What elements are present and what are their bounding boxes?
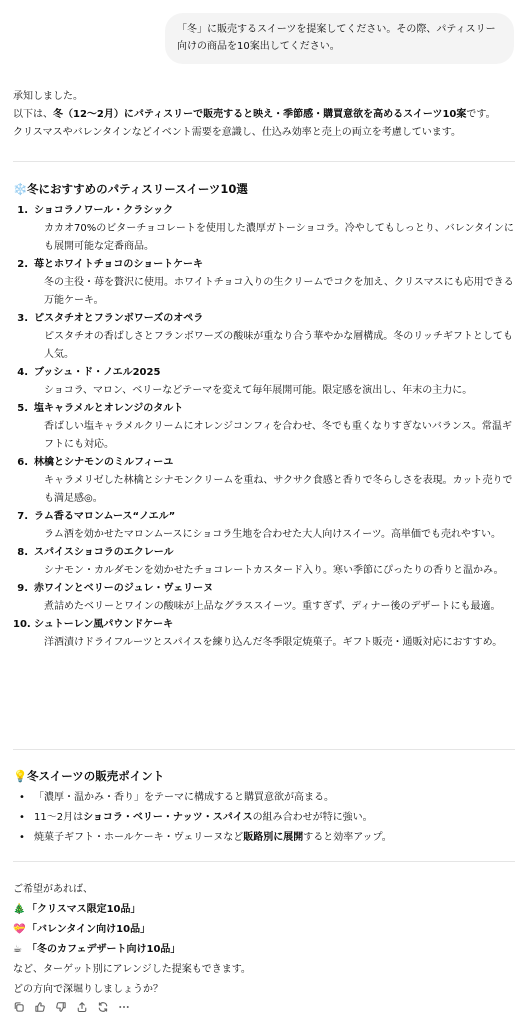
point-text: 「濃厚・温かみ・香り」をテーマに構成すると購買意欲が高まる。 <box>34 792 334 803</box>
list-item <box>13 808 518 828</box>
list-item-number: 8. <box>17 547 28 558</box>
list-item-title: シュトーレン風パウンドケーキ <box>34 619 174 630</box>
closing-option <box>13 940 518 960</box>
regenerate-icon[interactable] <box>96 1000 110 1014</box>
intro-line-2-bold: 冬（12〜2月）にパティスリーで販売すると映え・季節感・購買意欲を高めるスイーツ10案 <box>53 109 467 120</box>
list-item-description: 冬の主役・苺を贅沢に使用。ホワイトチョコ入りの生クリームでコクを加え、クリスマスにも応用できる万能ケーキ。 <box>44 277 514 306</box>
sales-points-list <box>13 788 518 848</box>
point-text: 11〜2月は <box>34 812 84 823</box>
list-item-description: 洋酒漬けドライフルーツとスパイスを練り込んだ冬季限定焼菓子。ギフト販売・通販対応におすすめ。 <box>44 637 503 648</box>
section-heading-text: 冬スイーツの販売ポイント <box>27 769 165 783</box>
list-item <box>13 256 518 310</box>
divider <box>13 749 515 750</box>
closing-option-text: 「クリスマス限定10品」 <box>27 904 141 915</box>
closing-line-3: どの方向で深堀りしましょうか？ <box>13 984 163 995</box>
list-item-description: ラム酒を効かせたマロンムースにショコラ生地を合わせた大人向けスイーツ。高単価でも売れやすい。 <box>44 529 501 540</box>
point-text: すると効率アップ。 <box>303 832 392 843</box>
closing-line-2: など、ターゲット別にアレンジした提案もできます。 <box>13 964 251 975</box>
list-item-number: 3. <box>17 313 28 324</box>
christmas-tree-icon: 🎄 <box>13 904 26 915</box>
lightbulb-icon: 💡 <box>13 769 28 783</box>
intro-line-2-pre: 以下は、 <box>13 109 53 120</box>
list-item <box>13 202 518 256</box>
list-item-description: カカオ70%のビターチョコレートを使用した濃厚ガトーショコラ。冷やしてもしっとり、バレンタインにも展開可能な定番商品。 <box>44 223 514 252</box>
list-item-number: 4. <box>17 367 28 378</box>
thumbs-down-icon[interactable] <box>54 1000 68 1014</box>
list-item-title: 苺とホワイトチョコのショートケーキ <box>34 259 203 270</box>
closing-text <box>13 880 518 1000</box>
list-item-title: ラム香るマロンムース“ノエル” <box>34 511 176 522</box>
list-item <box>13 828 518 848</box>
list-item <box>13 508 518 544</box>
list-item-number: 10. <box>13 619 31 630</box>
point-text: の組み合わせが特に強い。 <box>252 812 373 823</box>
closing-option <box>13 920 518 940</box>
list-item-title: 林檎とシナモンのミルフィーユ <box>34 457 174 468</box>
intro-line-2 <box>13 106 518 124</box>
closing-option-text: 「バレンタイン向け10品」 <box>27 924 151 935</box>
copy-icon[interactable] <box>12 1000 26 1014</box>
share-icon[interactable] <box>75 1000 89 1014</box>
list-item-title: スパイスショコラのエクレール <box>34 547 174 558</box>
list-item-number: 7. <box>17 511 28 522</box>
assistant-intro <box>13 88 518 142</box>
intro-line-1: 承知しました。 <box>13 91 83 102</box>
coffee-icon: ☕ <box>13 944 22 955</box>
closing-option <box>13 900 518 920</box>
thumbs-up-icon[interactable] <box>33 1000 47 1014</box>
list-item-title: 赤ワインとベリーのジュレ・ヴェリーヌ <box>34 583 214 594</box>
closing-option-text: 「冬のカフェデザート向け10品」 <box>27 944 181 955</box>
list-item-number: 6. <box>17 457 28 468</box>
sweets-list <box>13 202 518 652</box>
section-heading-recommendations <box>13 180 248 198</box>
closing-line-1: ご希望があれば、 <box>13 884 93 895</box>
user-message-text: 「冬」に販売するスイーツを提案してください。その際、パティスリー向けの商品を10案出してください。 <box>177 24 496 52</box>
list-item <box>13 788 518 808</box>
snowflake-icon: ❄️ <box>13 182 28 196</box>
list-item-description: ピスタチオの香ばしさとフランボワーズの酸味が重なり合う華やかな層構成。冬のリッチギフトとしても人気。 <box>44 331 513 360</box>
list-item <box>13 454 518 508</box>
list-item-description: キャラメリゼした林檎とシナモンクリームを重ね、サクサク食感と香りで冬らしさを表現。カット売りでも満足感◎。 <box>44 475 513 504</box>
divider <box>13 861 515 862</box>
list-item <box>13 310 518 364</box>
list-item-description: 煮詰めたベリーとワインの酸味が上品なグラススイーツ。重すぎず、ディナー後のデザートにも最適。 <box>44 601 501 612</box>
list-item <box>13 400 518 454</box>
point-bold-text: ショコラ・ベリー・ナッツ・スパイス <box>83 812 253 823</box>
more-icon[interactable] <box>117 1000 131 1014</box>
divider <box>13 161 515 162</box>
list-item-description: ショコラ、マロン、ベリーなどテーマを変えて毎年展開可能。限定感を演出し、年末の主力に。 <box>44 385 473 396</box>
list-item-title: ブッシュ・ド・ノエル2025 <box>34 367 161 378</box>
section-heading-text: 冬におすすめのパティスリースイーツ10選 <box>27 182 248 196</box>
point-text: 焼菓子ギフト・ホールケーキ・ヴェリーヌなど <box>34 832 244 843</box>
list-item-number: 2. <box>17 259 28 270</box>
list-item-number: 5. <box>17 403 28 414</box>
intro-line-3: クリスマスやバレンタインなどイベント需要を意識し、仕込み効率と売上の両立を考慮しています。 <box>13 127 461 138</box>
intro-line-2-post: です。 <box>466 109 496 120</box>
list-item-description: 香ばしい塩キャラメルクリームにオレンジコンフィを合わせ、冬でも重くなりすぎないバランス。常温ギフトにも対応。 <box>44 421 512 450</box>
list-item-title: ピスタチオとフランボワーズのオペラ <box>34 313 204 324</box>
list-item <box>13 616 518 652</box>
list-item-number: 1. <box>17 205 28 216</box>
list-item <box>13 364 518 400</box>
list-item <box>13 544 518 580</box>
list-item-description: シナモン・カルダモンを効かせたチョコレートカスタード入り。寒い季節にぴったりの香りと温かみ。 <box>44 565 504 576</box>
list-item-title: ショコラノワール・クラシック <box>34 205 174 216</box>
user-message-bubble <box>165 13 514 64</box>
point-bold-text: 販路別に展開 <box>243 832 304 843</box>
list-item <box>13 580 518 616</box>
message-actions <box>12 1000 131 1014</box>
list-item-title: 塩キャラメルとオレンジのタルト <box>34 403 184 414</box>
section-heading-sales-points <box>13 767 164 785</box>
heart-gift-icon: 💝 <box>13 924 26 935</box>
list-item-number: 9. <box>17 583 28 594</box>
